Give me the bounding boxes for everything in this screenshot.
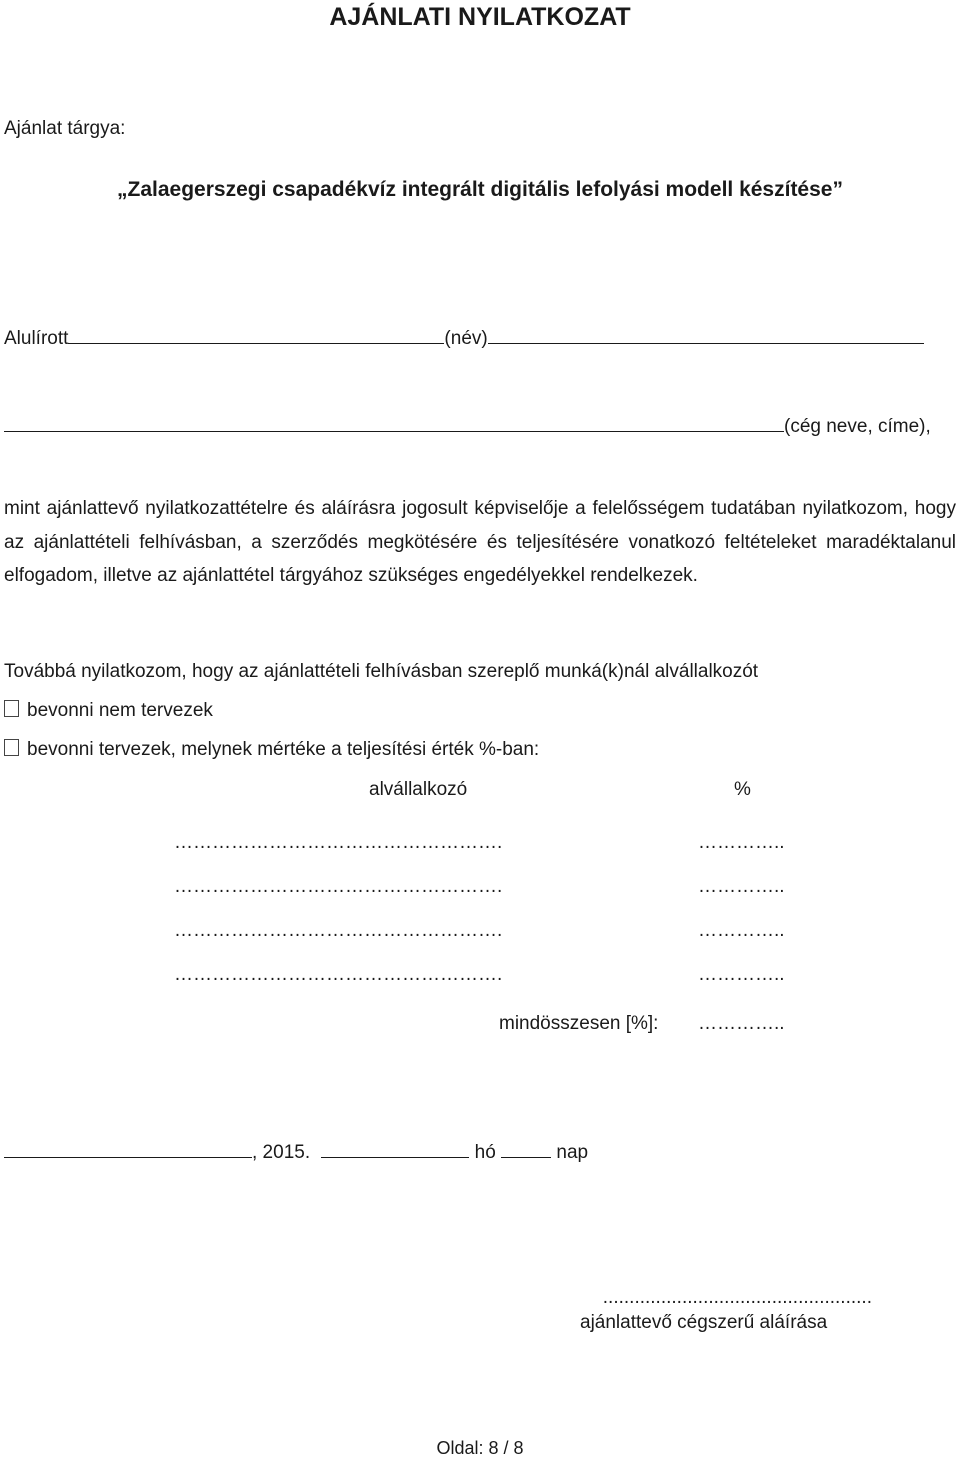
option-label: bevonni tervezek, melynek mértéke a teljesítési érték %-ban:	[27, 739, 540, 760]
checkbox-icon[interactable]	[4, 700, 19, 717]
total-label: mindösszesen [%]:	[499, 1013, 659, 1034]
date-month-label: hó	[474, 1142, 496, 1163]
table-header-percent: %	[734, 779, 751, 800]
option-with-subcontractor[interactable]	[4, 739, 539, 761]
date-year: , 2015.	[252, 1142, 311, 1163]
option-label: bevonni nem tervezek	[27, 700, 213, 721]
signature-line[interactable]: ...................................................	[602, 1287, 872, 1308]
option-no-subcontractor[interactable]	[4, 700, 213, 722]
date-day-label: nap	[556, 1142, 589, 1163]
page-title: AJÁNLATI NYILATKOZAT	[329, 3, 631, 31]
table-row-percent[interactable]: …………..	[698, 964, 785, 985]
place-blank[interactable]	[4, 1137, 252, 1158]
table-row-name[interactable]: …………………………………………….	[174, 876, 503, 897]
name-blank[interactable]	[68, 323, 444, 344]
signature-label: ajánlattevő cégszerű aláírása	[580, 1312, 828, 1333]
table-row-percent[interactable]: …………..	[698, 920, 785, 941]
table-row-name[interactable]: …………………………………………….	[174, 964, 503, 985]
month-blank[interactable]	[321, 1137, 469, 1158]
table-row-percent[interactable]: …………..	[698, 832, 785, 853]
checkbox-icon[interactable]	[4, 739, 19, 756]
day-blank[interactable]	[501, 1137, 551, 1158]
table-row-name[interactable]: …………………………………………….	[174, 920, 503, 941]
subject-title: „Zalaegerszegi csapadékvíz integrált digitális lefolyási modell készítése”	[117, 178, 843, 201]
page-number: Oldal: 8 / 8	[436, 1438, 524, 1458]
name-line-label: (név)	[444, 328, 488, 349]
name-blank-2[interactable]	[488, 323, 924, 344]
company-blank[interactable]	[4, 411, 784, 432]
name-line	[4, 323, 924, 350]
company-line-label: (cég neve, címe),	[784, 416, 931, 437]
table-row-name[interactable]: …………………………………………….	[174, 832, 503, 853]
date-line	[4, 1137, 588, 1164]
subject-label: Ajánlat tárgya:	[4, 118, 126, 139]
declaration-paragraph: mint ajánlattevő nyilatkozattételre és aláírásra jogosult képviselője a felelősségem tudatában nyilatkozom, hogy az ajánlattételi felhívásban, a szerződés megkötésére és teljesítésére vonatkozó feltételeket maradéktalanul elfogadom, illetve az ajánlattétel tárgyához szükséges engedélyekkel rendelkezek.	[4, 498, 956, 586]
subcontractor-paragraph: Továbbá nyilatkozom, hogy az ajánlattételi felhívásban szereplő munká(k)nál alvállalkozót	[4, 661, 759, 682]
table-header-name: alvállalkozó	[369, 779, 468, 800]
company-line	[4, 411, 931, 438]
name-line-prefix: Alulírott	[4, 328, 69, 349]
total-value[interactable]: …………..	[698, 1013, 785, 1034]
table-row-percent[interactable]: …………..	[698, 876, 785, 897]
